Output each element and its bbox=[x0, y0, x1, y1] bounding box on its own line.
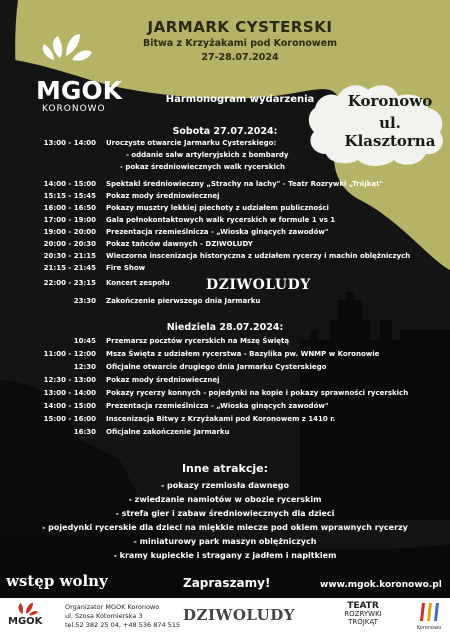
extras-heading: Inne atrakcje: bbox=[181, 462, 269, 475]
logo-subtext: KORONOWO bbox=[42, 104, 106, 114]
row-desc: Zakończenie pierwszego dnia Jarmarku bbox=[106, 297, 261, 305]
row-desc: Fire Show bbox=[106, 264, 146, 272]
row-desc: Wieczorna inscenizacja historyczna z udziałem rycerzy i machin oblężniczych bbox=[106, 252, 411, 260]
row-time: 19:00 - 20:00 bbox=[43, 228, 96, 236]
row-time: 14:00 - 15:00 bbox=[43, 402, 96, 410]
row-desc: Spektakl średniowieczny „Strachy na lachy" - Teatr Rozrywki „Trójkąt" bbox=[106, 180, 384, 188]
event-subtitle: Bitwa z Krzyżakami pod Koronowem bbox=[142, 38, 338, 49]
organizer-name: Organizator MGOK Koronowo bbox=[65, 603, 160, 611]
row-desc: Pokazy rycerzy konnych - pojedynki na kopie i pokazy sprawności rycerskich bbox=[106, 389, 409, 397]
extras-item: - pojedynki rycerskie dla dzieci na miękkie miecze pod okiem wprawnych rycerzy bbox=[42, 523, 408, 532]
row-desc: - pokaz średniowiecznych walk rycerskich bbox=[120, 163, 285, 171]
row-time: 17:00 - 19:00 bbox=[43, 216, 96, 224]
row-desc: Pokazy musztry lekkiej piechoty z udziałem publiczności bbox=[106, 204, 329, 212]
website-link[interactable]: www.mgok.koronowo.pl bbox=[320, 580, 442, 590]
event-title: JARMARK CYSTERSKI bbox=[147, 18, 333, 36]
row-time: 20:00 - 20:30 bbox=[43, 240, 96, 248]
row-desc: Pokaz mody średniowiecznej bbox=[106, 376, 220, 384]
extras-item: - pokazy rzemiosła dawnego bbox=[160, 481, 290, 490]
footer-mgok-icon bbox=[14, 600, 38, 616]
row-time: 13:00 - 14:00 bbox=[43, 139, 96, 147]
concert-band-name: DZIWOLUDY bbox=[206, 277, 311, 293]
schedule-heading: Harmonogram wydarzenia bbox=[165, 94, 315, 105]
partner-teatr bbox=[323, 602, 403, 626]
footer bbox=[0, 598, 450, 640]
row-desc: Inscenizacja Bitwy z Krzyżakami pod Koronowem z 1410 r. bbox=[106, 415, 336, 423]
partner-dziwoludy: DZIWOLUDY bbox=[183, 606, 295, 624]
row-desc: Prezentacja rzemieślnicza - „Wioska ginących zawodów" bbox=[106, 228, 329, 236]
row-desc: Przemarsz pocztów rycerskich na Mszę Świętą bbox=[106, 337, 290, 345]
row-desc: Oficjalne zakończenie Jarmarku bbox=[106, 428, 230, 436]
row-time: 23:30 bbox=[73, 297, 96, 305]
koronowo-crest-icon bbox=[416, 601, 442, 623]
extras-item: - kramy kupieckie i stragany z jadłem i napitkiem bbox=[113, 551, 337, 560]
row-desc: Msza Święta z udziałem rycerstwa - Bazylika pw. WNMP w Koronowie bbox=[106, 350, 380, 358]
teatr-line2: ROZRYWKI bbox=[344, 610, 382, 618]
location-street: ul. Klasztorna bbox=[344, 114, 436, 150]
teatr-line1: TEATR bbox=[347, 601, 379, 611]
extras-item: - miniaturowy park maszyn oblężniczych bbox=[133, 537, 317, 546]
organizer-address: ul. Szosa Kotomierska 3 bbox=[65, 612, 143, 620]
location-city: Koronowo bbox=[347, 92, 433, 110]
row-time: 10:45 bbox=[73, 337, 96, 345]
day1-heading: Sobota 27.07.2024: bbox=[172, 126, 278, 137]
row-time: 16:00 - 16:50 bbox=[43, 204, 96, 212]
logo-name: MGOK bbox=[36, 76, 123, 105]
free-entry: wstęp wolny bbox=[6, 572, 108, 590]
partner-koronowo: Koronowo bbox=[416, 625, 442, 631]
row-time: 15:15 - 15:45 bbox=[43, 192, 96, 200]
row-desc: Gala pełnokontaktowych walk rycerskich w formule 1 vs 1 bbox=[106, 216, 336, 224]
teatr-line3: TRÓJKĄT bbox=[348, 618, 378, 626]
row-time: 14:00 - 15:00 bbox=[43, 180, 96, 188]
row-time: 11:00 - 12:00 bbox=[43, 350, 96, 358]
row-time: 12:30 bbox=[73, 363, 96, 371]
invite-text: Zapraszamy! bbox=[183, 576, 271, 590]
day2-heading: Niedziela 28.07.2024: bbox=[166, 322, 284, 333]
row-time: 16:30 bbox=[73, 428, 96, 436]
row-time: 22:00 - 23:15 bbox=[43, 279, 96, 287]
row-time: 21:15 - 21:45 bbox=[43, 264, 96, 272]
organizer-info bbox=[65, 603, 180, 630]
extras-item: - zwiedzanie namiotów w obozie rycerskim bbox=[128, 495, 322, 504]
row-desc: Koncert zespołu bbox=[106, 279, 170, 287]
event-dates: 27-28.07.2024 bbox=[201, 52, 279, 63]
row-desc: Uroczyste otwarcie Jarmarku Cysterskiego: bbox=[106, 139, 277, 147]
row-time: 15:00 - 16:00 bbox=[43, 415, 96, 423]
row-desc: - oddanie salw artyleryjskich z bombardy bbox=[126, 151, 289, 159]
row-desc: Oficjalne otwarcie drugiego dnia Jarmarku Cysterskiego bbox=[106, 363, 327, 371]
organizer-phone: tel.52 382 25 04, +48 536 874 515 bbox=[65, 621, 181, 629]
row-desc: Prezentacja rzemieślnicza - „Wioska ginących zawodów" bbox=[106, 402, 329, 410]
day2-schedule bbox=[28, 336, 448, 446]
row-desc: Pokaz tańców dawnych - DZIWOLUDY bbox=[106, 240, 253, 248]
row-desc: Pokaz mody średniowiecznej bbox=[106, 192, 220, 200]
row-time: 20:30 - 21:15 bbox=[43, 252, 96, 260]
extras-item: - strefa gier i zabaw średniowiecznych dla dzieci bbox=[115, 509, 335, 518]
row-time: 12:30 - 13:00 bbox=[43, 376, 96, 384]
footer-logo-name: MGOK bbox=[8, 616, 43, 627]
row-time: 13:00 - 14:00 bbox=[43, 389, 96, 397]
